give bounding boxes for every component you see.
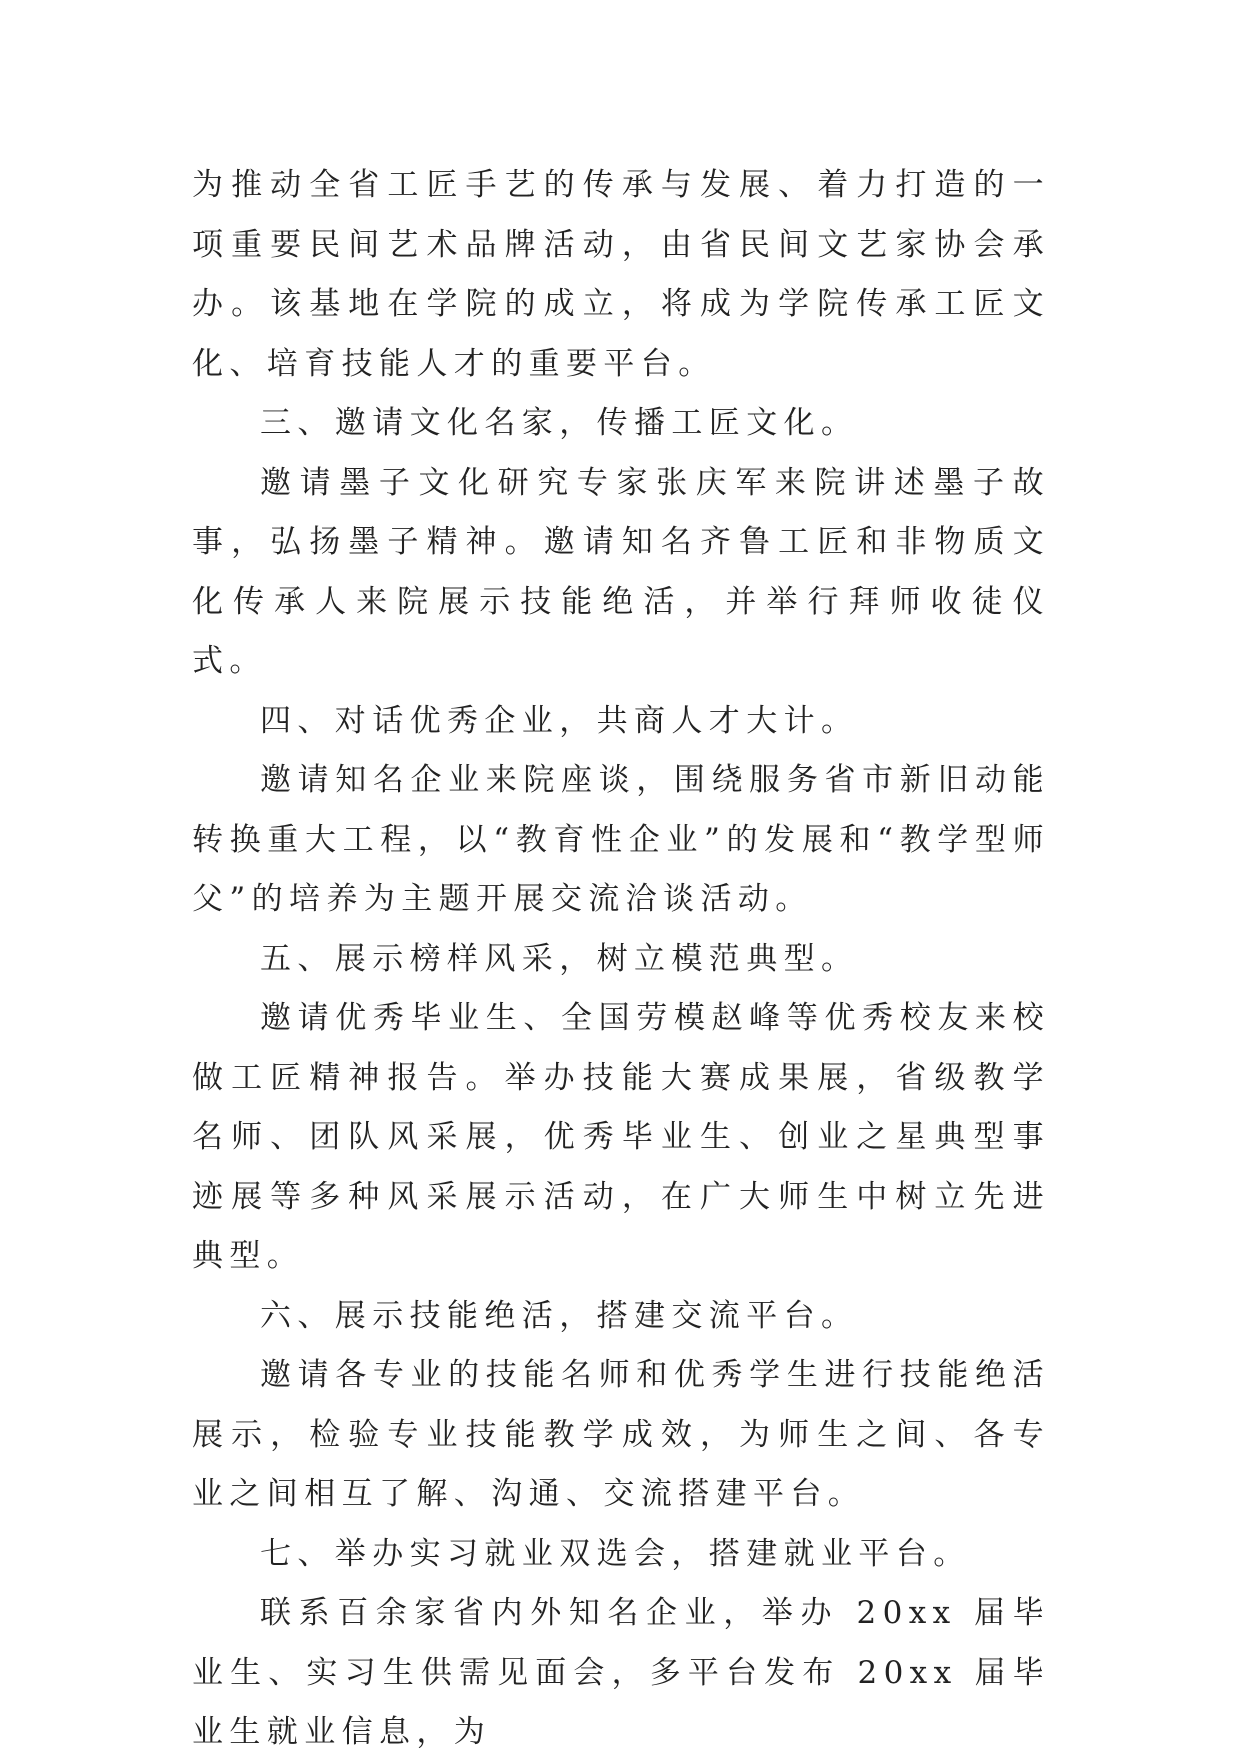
document-page: [192, 156, 1050, 1763]
section-heading-3: 三、邀请文化名家，传播工匠文化。: [260, 405, 859, 441]
paragraph: 邀请知名企业来院座谈，围绕服务省市新旧动能转换重大工程，以“教育性企业”的发展和“教学型师父”的培养为主题开展交流洽谈活动。: [192, 762, 1050, 917]
section-heading-7: 七、举办实习就业双选会，搭建就业平台。: [260, 1535, 971, 1572]
paragraph-continuation: 为推动全省工匠手艺的传承与发展、着力打造的一项重要民间艺术品牌活动，由省民间文艺家协会承办。该基地在学院的成立，将成为学院传承工匠文化、培育技能人才的重要平台。: [192, 167, 1050, 382]
section-heading-5: 五、展示榜样风采，树立模范典型。: [260, 940, 859, 977]
section-heading-4: 四、对话优秀企业，共商人才大计。: [260, 702, 859, 739]
paragraph: 联系百余家省内外知名企业，举办 20xx 届毕业生、实习生供需见面会，多平台发布 20xx 届毕业生就业信息，为: [192, 1595, 1050, 1750]
paragraph: 邀请墨子文化研究专家张庆军来院讲述墨子故事，弘扬墨子精神。邀请知名齐鲁工匠和非物质文化传承人来院展示技能绝活，并举行拜师收徒仪式。: [192, 464, 1050, 679]
paragraph: 邀请优秀毕业生、全国劳模赵峰等优秀校友来校做工匠精神报告。举办技能大赛成果展，省级教学名师、团队风采展，优秀毕业生、创业之星典型事迹展等多种风采展示活动，在广大师生中树立先进典型。: [192, 1000, 1050, 1274]
paragraph: 邀请各专业的技能名师和优秀学生进行技能绝活展示，检验专业技能教学成效，为师生之间、各专业之间相互了解、沟通、交流搭建平台。: [192, 1357, 1050, 1512]
section-heading-6: 六、展示技能绝活，搭建交流平台。: [260, 1297, 859, 1334]
